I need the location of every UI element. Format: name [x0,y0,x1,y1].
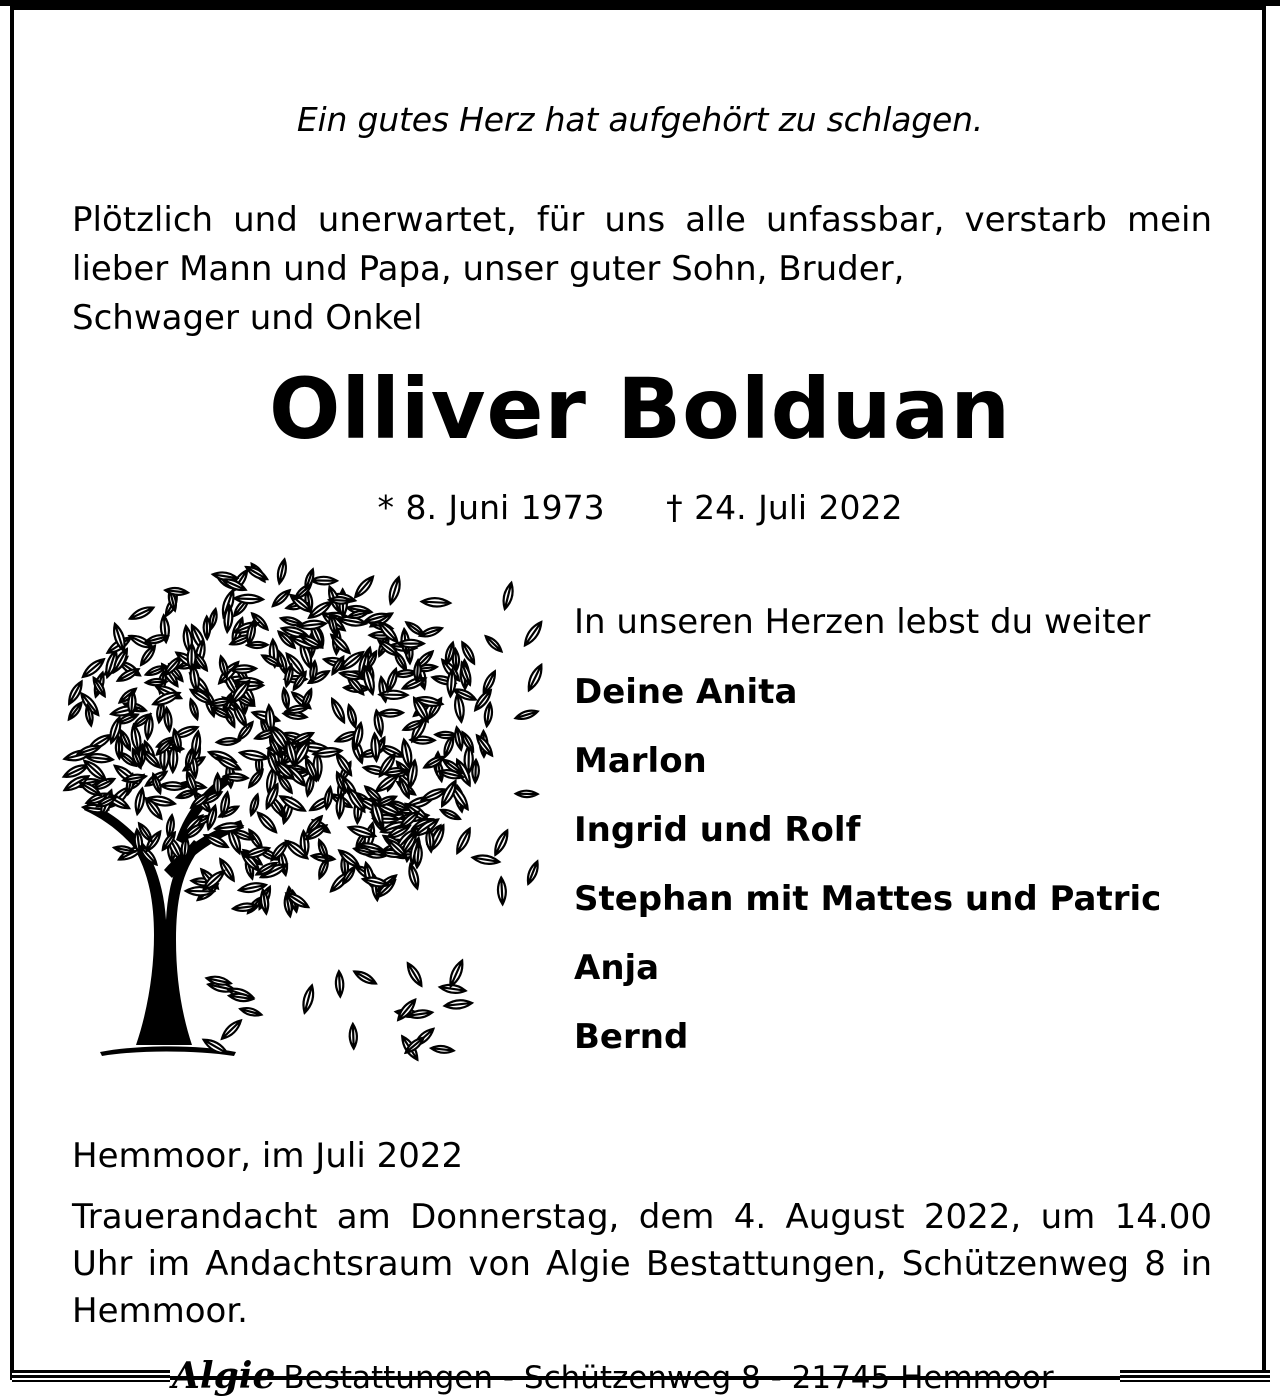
mourners-list [574,670,1161,1084]
death-date: † 24. Juli 2022 [666,488,903,527]
footer-text-line [172,1356,1118,1398]
footer-rule-left [12,1370,170,1382]
intro-last-line: Schwager und Onkel [72,298,423,338]
footer-rule-right [1120,1370,1270,1382]
motto: Ein gutes Herz hat aufgehört zu schlagen. [296,100,984,139]
memory-line: In unseren Herzen lebst du weiter [574,602,1151,642]
mourner-name: Marlon [574,741,707,781]
service-info: Trauerandacht am Donnerstag, dem 4. August 2022, um 14.00 Uhr im Andachtsraum von Algie Bestattungen, Schützenweg 8 in Hemmoor. [72,1197,1212,1331]
place-date: Hemmoor, im Juli 2022 [72,1136,464,1176]
intro-lines: Plötzlich und unerwartet, für uns alle unfassbar, verstarb mein lieber Mann und Papa, unser guter Sohn, Bruder, [72,200,1212,289]
footer [0,1356,1280,1399]
mourner-name: Anja [574,948,660,988]
deceased-name: Olliver Bolduan [268,360,1012,458]
mourner-name: Deine Anita [574,672,798,712]
intro-text [72,196,1212,343]
tree-with-falling-leaves-icon [36,540,546,1070]
mourner-name: Bernd [574,1017,689,1057]
funeral-home-logo: Algie [172,1355,276,1397]
life-dates [0,488,1280,527]
birth-date: * 8. Juni 1973 [377,488,605,527]
mourner-name: Stephan mit Mattes und Patric [574,879,1162,919]
footer-address: Bestattungen - Schützenweg 8 - 21745 Hemmoor [283,1360,1054,1396]
mourner-name: Ingrid und Rolf [574,810,861,850]
